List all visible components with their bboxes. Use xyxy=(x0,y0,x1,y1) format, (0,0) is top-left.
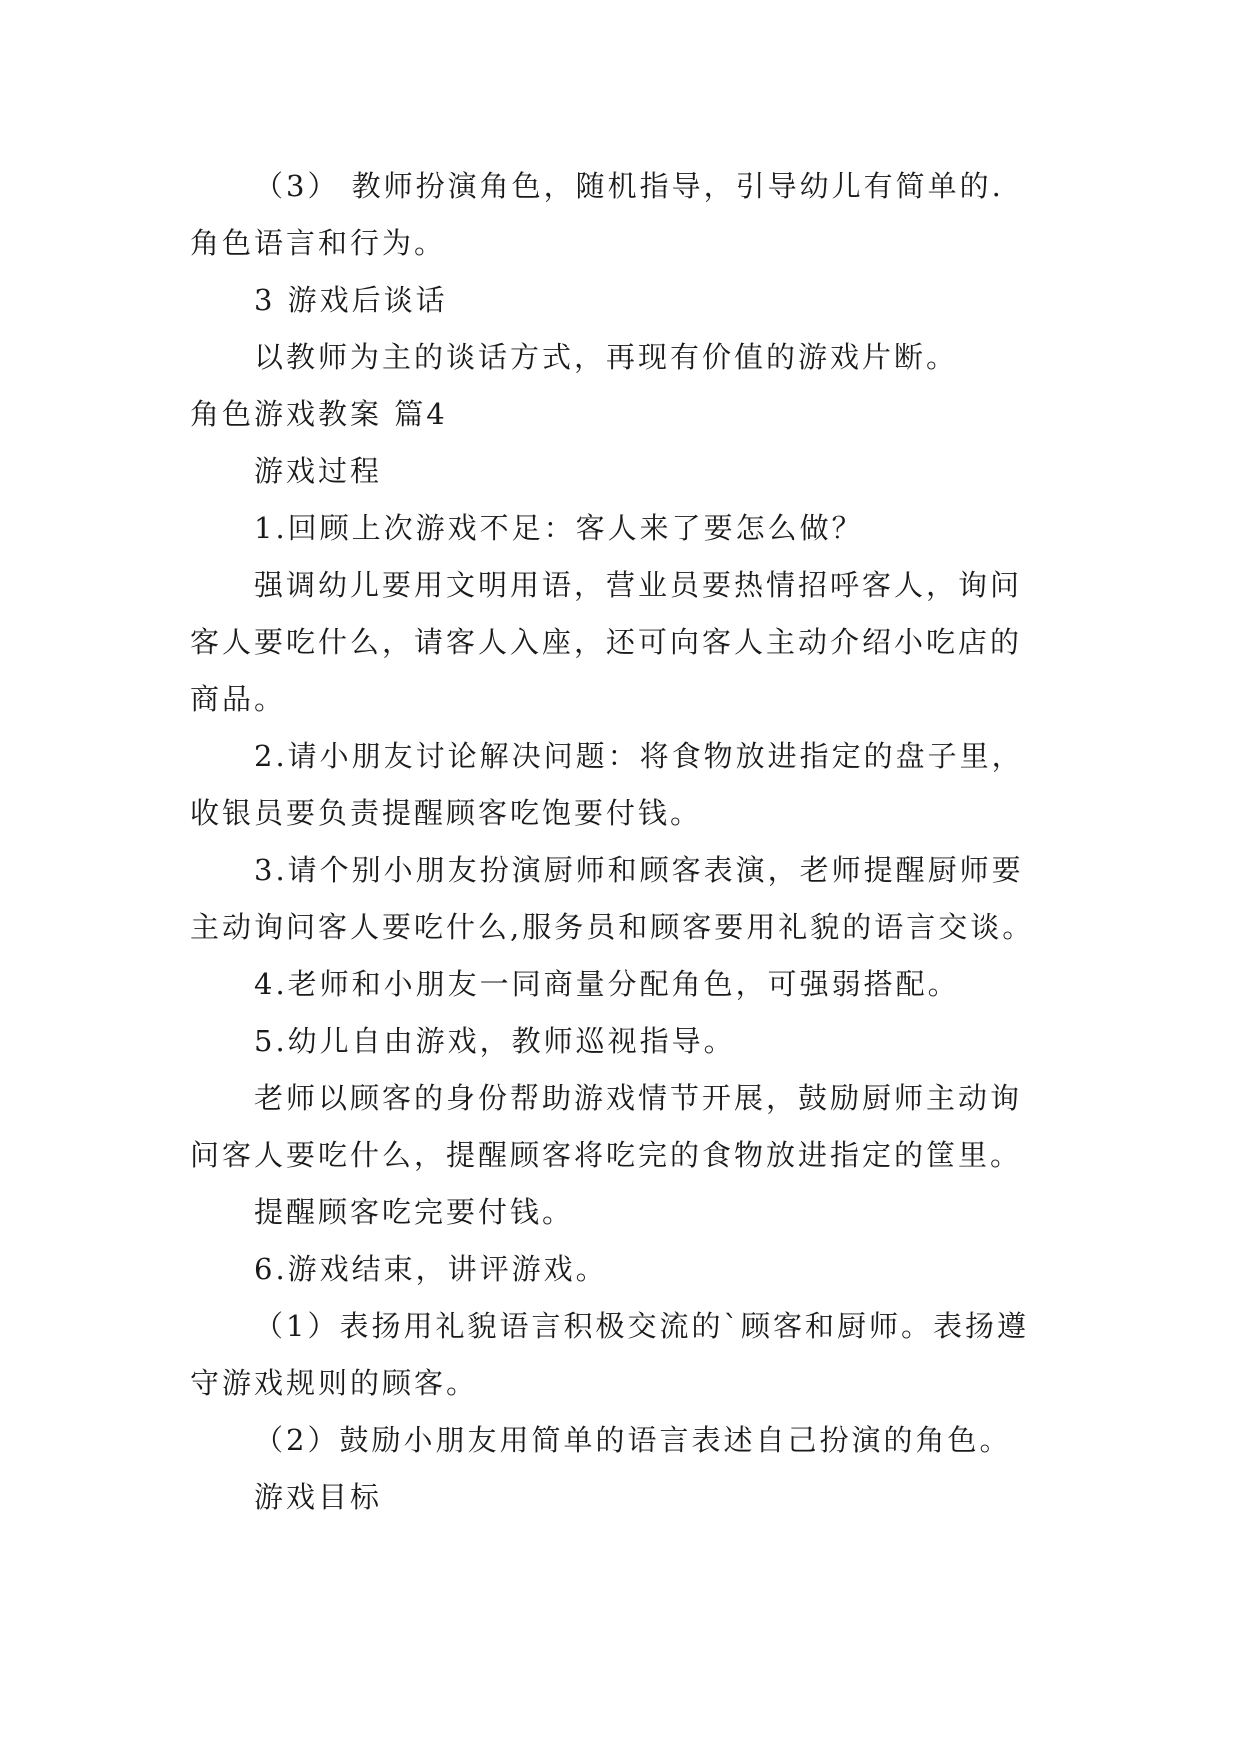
paragraph-line: 收银员要负责提醒顾客吃饱要付钱。 xyxy=(190,796,703,830)
paragraph-line: 6.游戏结束，讲评游戏。 xyxy=(254,1252,608,1286)
paragraph-line: （2）鼓励小朋友用简单的语言表述自己扮演的角色。 xyxy=(254,1423,1012,1457)
paragraph-line: 客人要吃什么，请客人入座，还可向客人主动介绍小吃店的 xyxy=(190,625,1023,659)
section-subheading: 游戏过程 xyxy=(254,454,383,488)
paragraph-line: （1）表扬用礼貌语言积极交流的`顾客和厨师。表扬遵 xyxy=(254,1309,1029,1343)
paragraph-line: 提醒顾客吃完要付钱。 xyxy=(254,1195,575,1229)
paragraph-line: 强调幼儿要用文明用语，营业员要热情招呼客人，询问 xyxy=(254,568,1023,602)
section-subheading: 游戏目标 xyxy=(254,1480,383,1514)
paragraph-line: 4.老师和小朋友一同商量分配角色，可强弱搭配。 xyxy=(254,967,960,1001)
paragraph-line: 老师以顾客的身份帮助游戏情节开展，鼓励厨师主动询 xyxy=(254,1081,1023,1115)
paragraph-line: 守游戏规则的顾客。 xyxy=(190,1366,479,1400)
paragraph-line: 主动询问客人要吃什么,服务员和顾客要用礼貌的语言交谈。 xyxy=(190,910,1035,944)
section-heading: 角色游戏教案 篇4 xyxy=(190,397,448,431)
section-subheading: 3 游戏后谈话 xyxy=(254,283,448,317)
paragraph-line: 商品。 xyxy=(190,682,287,716)
paragraph-line: 1.回顾上次游戏不足：客人来了要怎么做？ xyxy=(254,511,864,545)
paragraph-line: 问客人要吃什么，提醒顾客将吃完的食物放进指定的筐里。 xyxy=(190,1138,1023,1172)
paragraph-line: 以教师为主的谈话方式，再现有价值的游戏片断。 xyxy=(254,340,959,374)
paragraph-line: 5.幼儿自由游戏，教师巡视指导。 xyxy=(254,1024,736,1058)
paragraph-line: （3） 教师扮演角色，随机指导，引导幼儿有简单的. xyxy=(254,169,1004,203)
paragraph-line: 角色语言和行为。 xyxy=(190,226,447,260)
paragraph-line: 2.请小朋友讨论解决问题：将食物放进指定的盘子里， xyxy=(254,739,1024,773)
paragraph-line: 3.请个别小朋友扮演厨师和顾客表演，老师提醒厨师要 xyxy=(254,853,1024,887)
